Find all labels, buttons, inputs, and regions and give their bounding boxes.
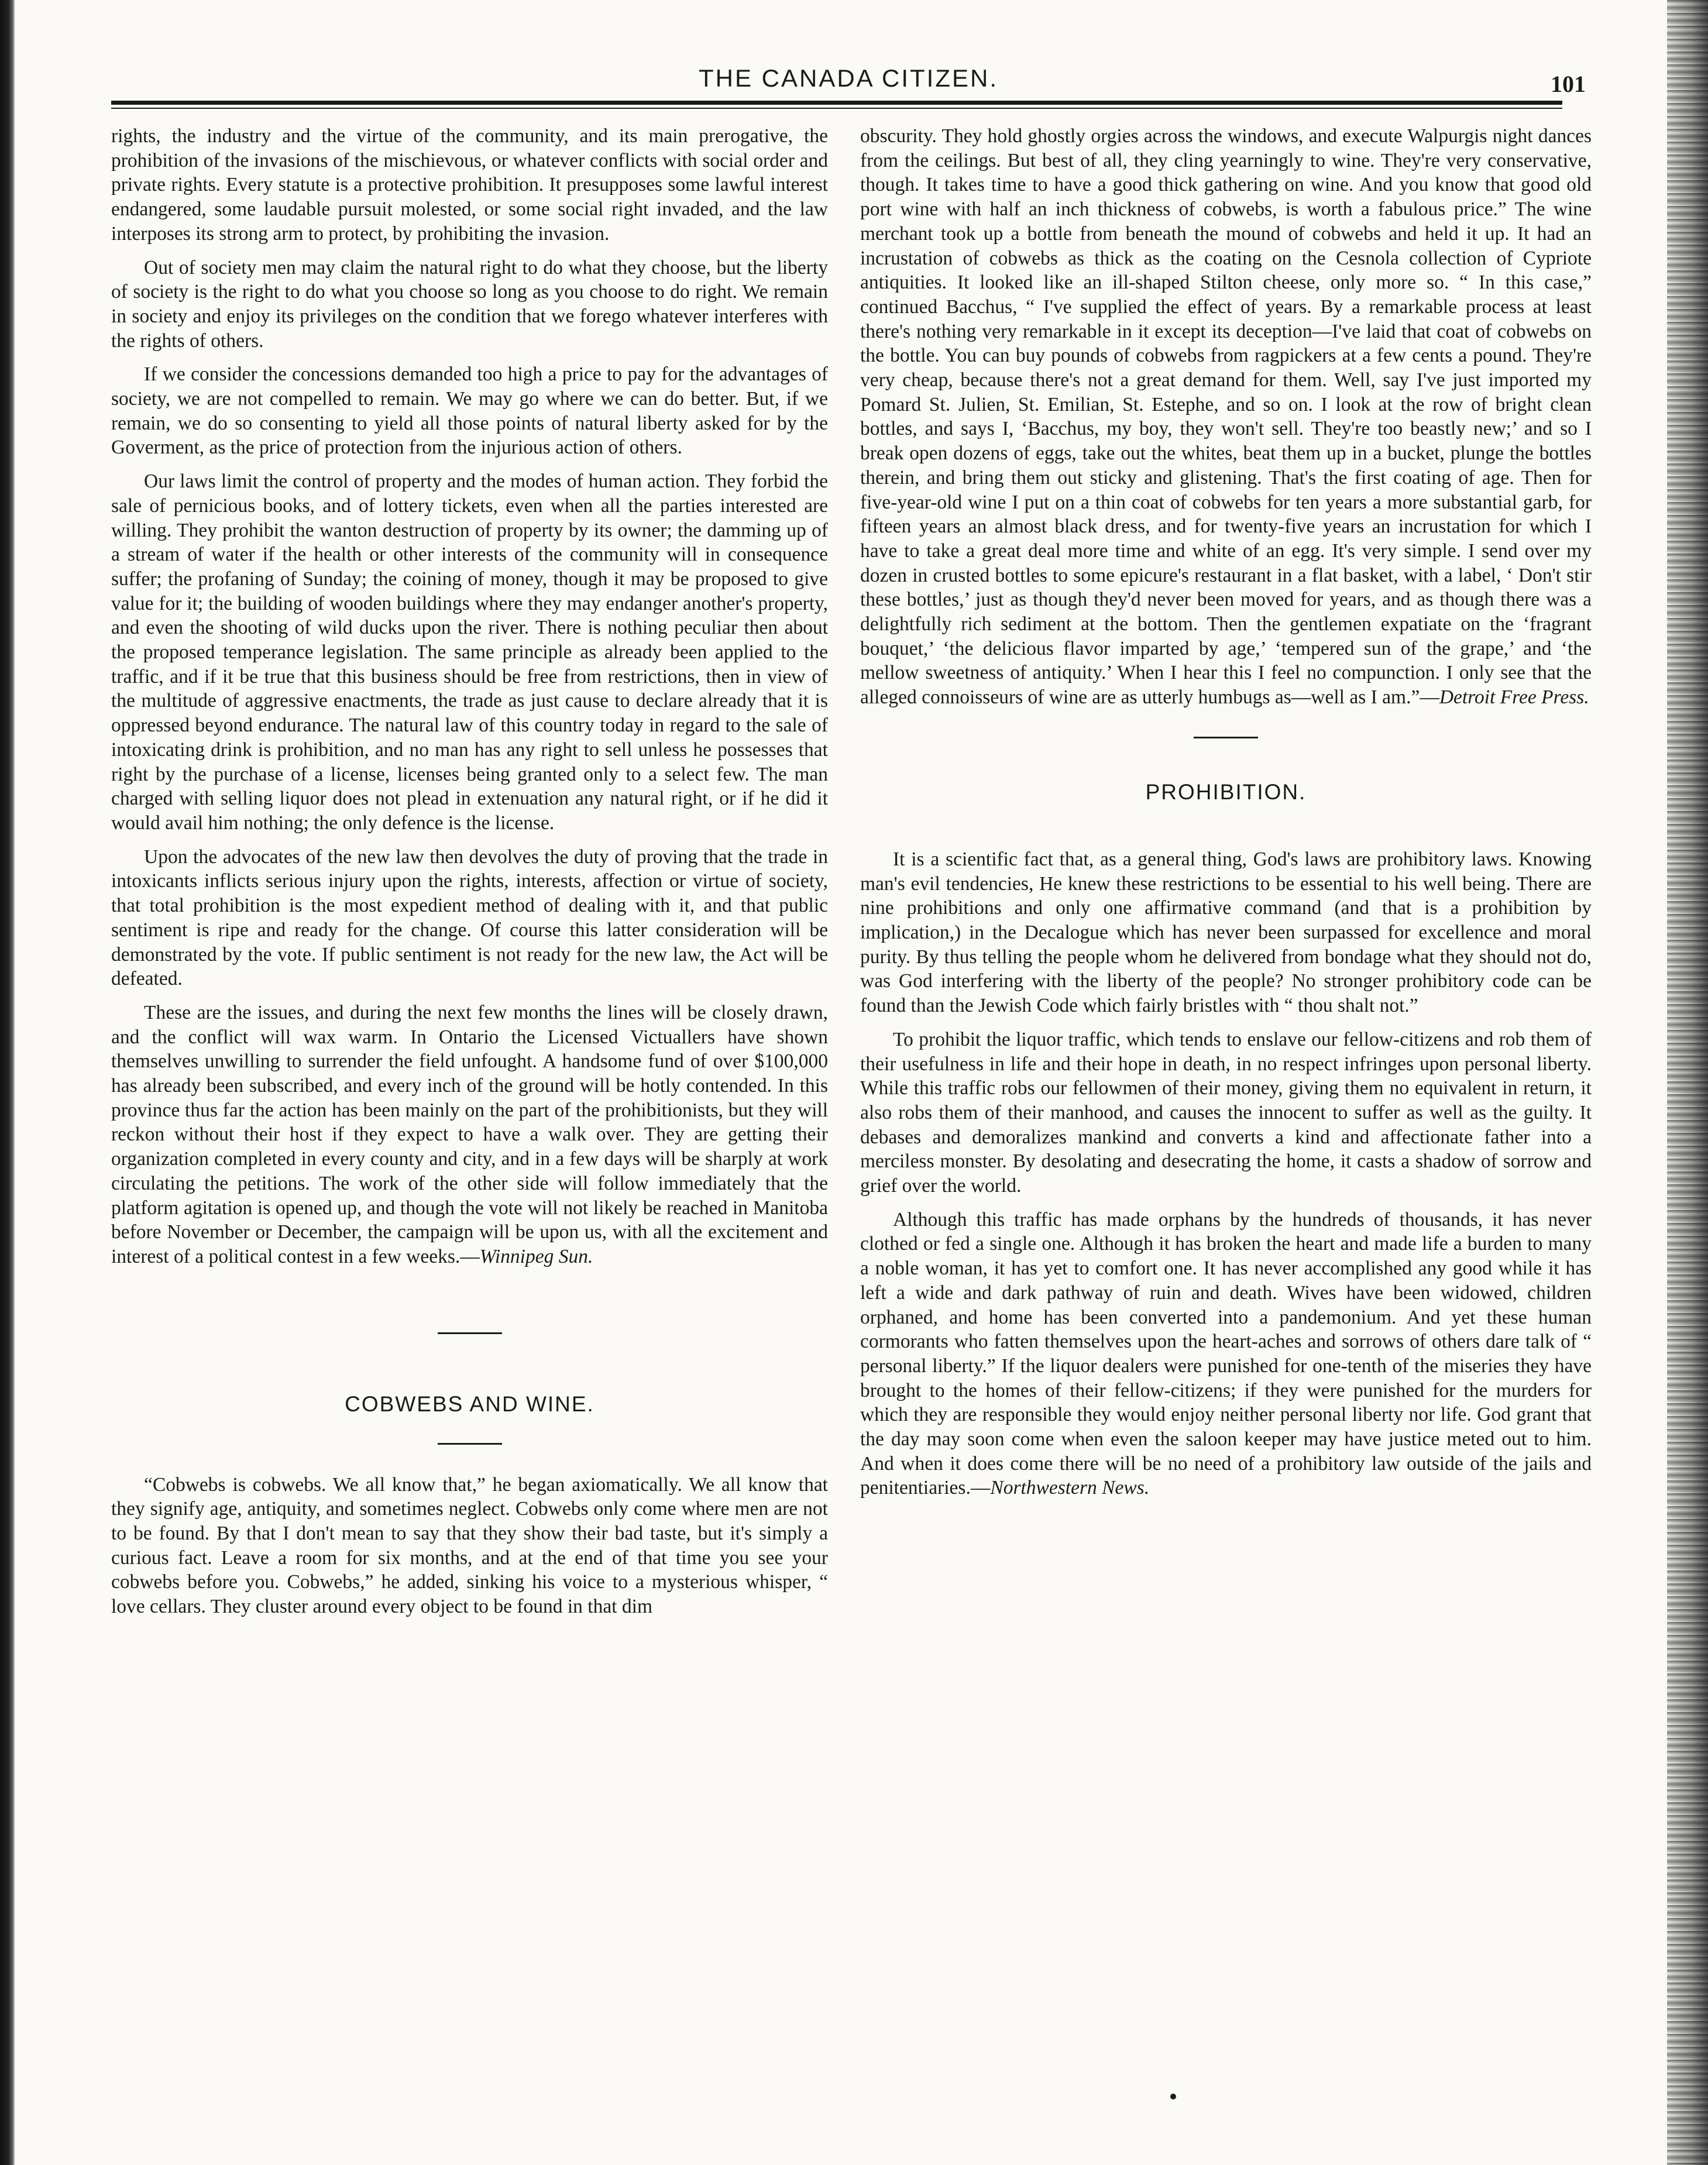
article-paragraph: Out of society men may claim the natural right to do what they choose, but the liberty of society is the right to do what you choose so long as you choose to do right. We remain in society and enjoy its privileges on the condition that we forego whatever interferes with the rights of others. <box>111 256 828 352</box>
article-paragraph: It is a scientific fact that, as a general thing, God's laws are prohibitory laws. Knowing man's evil tendencies, He knew these restrictions to be essential to his well being. There are nine prohibitions and only one affirmative command (and that is a prohibition by implication,) in the Decalogue which has never been surpassed for excellence and moral purity. By thus telling the people whom he delivered from bondage what they should not do, was God interfering with the liberty of the people? No stronger prohibitory code can be found than the Jewish Code which fairly bristles with “ thou shalt not.” <box>860 848 1592 1017</box>
source-citation: Northwestern News. <box>990 1477 1150 1499</box>
article-paragraph: rights, the industry and the virtue of the community, and its main prerogative, the prohibition of the invasions of the mischievous, or whatever conflicts with social order and private rights. Every statute is a protective prohibition. It presupposes some lawful interest endangered, some laudable pursuit molested, or some social right invaded, and the law interposes its strong arm to protect, by prohibiting the invasion. <box>111 125 828 245</box>
article-paragraph: To prohibit the liquor traffic, which tends to enslave our fellow-citizens and rob them of their usefulness in life and their hope in death, in no respect infringes upon personal liberty. While this traffic robs our fellowmen of their money, giving them no equivalent in return, it also robs them of their manhood, and causes the innocent to suffer as well as the guilty. It debases and demoralizes mankind and converts a kind and affectionate father into a merciless monster. By desolating and desecrating the home, it casts a shadow of sorrow and grief over the world. <box>860 1028 1592 1197</box>
header-rule-thin <box>111 108 1562 109</box>
section-title-cobwebs: COBWEBS AND WINE. <box>345 1391 594 1416</box>
article-paragraph: If we consider the concessions demanded too high a price to pay for the advantages of society, we are not compelled to remain. We may go where we can do better. But, if we remain, we do so consenting to yield all those points of natural liberty asked for by the Goverment, as the price of protection from the injurious action of others. <box>111 363 828 459</box>
page-header <box>111 64 1586 99</box>
source-citation: Winnipeg Sun. <box>479 1245 593 1267</box>
page-number: 101 <box>1551 71 1586 97</box>
scan-edge-right <box>1667 0 1708 2165</box>
article-paragraph <box>860 124 1592 710</box>
right-column <box>860 124 1592 1510</box>
article-paragraph: “Cobwebs is cobwebs. We all know that,” he began axiomatically. We all know that they signify age, antiquity, and sometimes neglect. Cobwebs only come where men are not to be found. By that I don't mean to say that they show their bad taste, but it's simply a curious fact. Leave a room for six months, and at the end of that time you see your cobwebs before you. Cobwebs,” he added, sinking his voice to a mysterious whisper, “ love cellars. They cluster around every object to be found in that dim <box>111 1473 828 1618</box>
paragraph-text: obscurity. They hold ghostly orgies across the windows, and execute Walpurgis night dances from the ceilings. But best of all, they cling yearningly to wine. They're very conservative, though. It takes time to have a good thick gathering on wine. And you know that good old port wine with half an inch thickness of cobwebs, is worth a fabulous price.” The wine merchant took up a bottle from beneath the mound of cobwebs and held it up. It had an incrustation of cobwebs as thick as the coating on the Cesnola collection of Cypriote antiquities. It looked like an ill-shaped Stilton cheese, only more so. “ In this case,” continued Bacchus, “ I've supplied the effect of years. By a remarkable process at least there's nothing very remarkable in it except its deception—I've laid that coat of cobwebs on the bottle. You can buy pounds of cobwebs from ragpickers at a few cents a pound. They're very cheap, because there's not a great demand for them. Well, say I've just imported my Pomard St. Julien, St. Emilian, St. Estephe, and so on. I look at the row of bright clean bottles, and says I, ‘Bacchus, my boy, they won't sell. They're too beastly new;’ and so I break open dozens of eggs, take out the whites, beat them up in a bucket, plunge the bottles therein, and bring them out sticky and glistening. That's the first coating of age. Then for five-year-old wine I put on a thin coat of cobwebs for ten years a more substantial garb, for fifteen years an almost black dress, and for twenty-five years an incrustation for which I have to take a great deal more time and white of an egg. It's very simple. I send over my dozen in crusted bottles to some epicure's restaurant in a flat basket, with a label, ‘ Don't stir these bottles,’ just as though they'd never been moved for years, and as though there was a delightfully rich sediment at the bottom. Then the gentlemen expatiate on the ‘fragrant bouquet,’ ‘the delicious flavor imparted by age,’ ‘tempered sun of the grape,’ and ‘the mellow sweetness of antiquity.’ When I hear this I feel no compunction. I only see that the alleged connoisseurs of wine are as utterly humbugs as—well as I am.”— <box>860 125 1592 709</box>
article-paragraph <box>111 1001 828 1269</box>
article-paragraph: Upon the advocates of the new law then devolves the duty of proving that the trade in intoxicants inflicts serious injury upon the rights, interests, affection or virtue of society, that total prohibition is the most expedient method of dealing with it, and that public sentiment is ripe and ready for the change. Of course this latter consideration will be demonstrated by the vote. If public sentiment is not ready for the new law, the Act will be defeated. <box>111 846 828 990</box>
article-paragraph: Our laws limit the control of property and the modes of human action. They forbid the sale of pernicious books, and of lottery tickets, even when all the parties interested are willing. They prohibit the wanton destruction of property by its owner; the damming up of a stream of water if the health or other interests of the community will in consequence suffer; the profaning of Sunday; the coining of money, though it may be proposed to give value for it; the building of wooden buildings where they may endanger another's property, and even the shooting of wild ducks upon the river. There is nothing peculiar then about the proposed temperance legislation. The same principle as already been applied to the traffic, and if it be true that this business should be free from restrictions, then in view of the multitude of aggressive enactments, the trade as just cause to declare already that it is oppressed beyond endurance. The natural law of this country today in regard to the sale of intoxicating drink is prohibition, and no man has any right to sell unless he possesses that right by the purchase of a license, licenses being granted only to a select few. The man charged with selling liquor does not plead in extenuation any natural right, or if he did it would avail him nothing; the only defence is the license. <box>111 470 828 834</box>
left-column <box>111 124 828 1628</box>
paragraph-text: These are the issues, and during the next few months the lines will be closely drawn, and the conflict will wax warm. In Ontario the Licensed Victuallers have shown themselves unwilling to surrender the field unfought. A handsome fund of over $100,000 has already been subscribed, and every inch of the ground will be hotly contended. In this province thus far the action has been mainly on the part of the prohibitionists, but they will reckon without their host if they expect to have a walk over. They are getting their organization completed in every county and city, and in a few days will be sharply at work circulating the petitions. The work of the other side will follow immediately that the platform agitation is opened up, and though the vote will not likely be reached in Manitoba before November or December, the campaign will be upon us, with all the excitement and interest of a political contest in a few weeks.— <box>111 1001 828 1267</box>
paragraph-text: Although this traffic has made orphans by the hundreds of thousands, it has never clothed or fed a single one. Although it has broken the heart and made life a burden to many a noble woman, it has yet to comfort one. It has never accomplished any good while it has left a wide and dark pathway of ruin and death. Wives have been widowed, children orphaned, and home has been converted into a pandemonium. And yet these human cormorants who fatten themselves upon the heart-aches and sorrows of others dare talk of “ personal liberty.” If the liquor dealers were punished for one-tenth of the miseries they have brought to the homes of their fellow-citizens; if they were punished for the murders for which they are responsible they would enjoy neither personal liberty nor life. God grant that the day may soon come when even the saloon keeper may have justice meted out to him. And when it does come there will be no need of a prohibitory law outside of the jails and penitentiaries.— <box>860 1208 1592 1499</box>
scan-edge-left <box>0 0 15 2165</box>
end-ornament-dot <box>1170 2094 1176 2099</box>
source-citation: Detroit Free Press. <box>1439 686 1589 709</box>
article-paragraph <box>860 1208 1592 1500</box>
masthead: THE CANADA CITIZEN. <box>698 64 999 92</box>
section-title-prohibition: PROHIBITION. <box>1145 779 1307 804</box>
header-rule-thick <box>111 101 1562 105</box>
